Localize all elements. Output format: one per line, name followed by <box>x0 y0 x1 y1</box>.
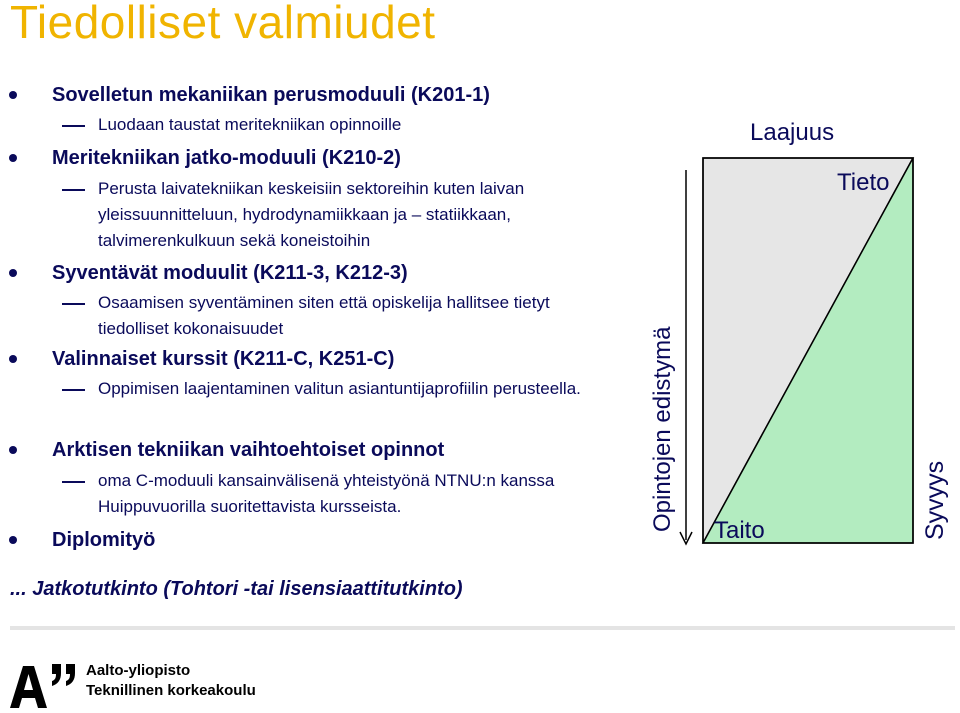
laajuus-label: Laajuus <box>750 119 835 146</box>
sub-bullet-text: Perusta laivatekniikan keskeisiin sektoreihin kuten laivan yleissuunnitteluun, hydrodynamiikkaan ja – statiikkaan, talvimerenkulkuun sekä koneistoihin <box>98 179 525 250</box>
taito-label: Taito <box>714 517 765 544</box>
sub-bullet-dash <box>62 303 85 305</box>
sub-bullet-text: oma C-moduuli kansainvälisenä yhteistyönä NTNU:n kanssa Huippuvuorilla suoritettavista kursseista. <box>98 471 555 516</box>
aalto-logo-mark <box>8 660 84 710</box>
bullet-heading: Valinnaiset kurssit (K211-C, K251-C) <box>52 348 395 370</box>
knowledge-triangle-diagram <box>630 100 960 560</box>
bullet-dot <box>9 355 17 363</box>
footer-note: ... Jatkotutkinto (Tohtori -tai lisensiaattitutkinto) <box>10 578 463 600</box>
sub-bullet-text: Osaamisen syventäminen siten että opiskelija hallitsee tietyt tiedolliset kokonaisuudet <box>98 293 550 338</box>
syvyys-label: Syvyys <box>921 460 949 540</box>
bullet-dot <box>9 269 17 277</box>
bullet-heading: Diplomityö <box>52 529 156 551</box>
logo-line-school: Teknillinen korkeakoulu <box>86 682 256 699</box>
progress-axis-label: Opintojen edistymä <box>649 326 676 532</box>
logo-line-university: Aalto-yliopisto <box>86 662 191 679</box>
bullet-heading: Syventävät moduulit (K211-3, K212-3) <box>52 262 408 284</box>
sub-bullet-text: Oppimisen laajentaminen valitun asiantuntijaprofiilin perusteella. <box>98 379 581 398</box>
sub-bullet-dash <box>62 189 85 191</box>
bullet-dot <box>9 446 17 454</box>
bullet-heading: Meritekniikan jatko-moduuli (K210-2) <box>52 147 401 169</box>
bullet-dot <box>9 536 17 544</box>
bullet-dot <box>9 91 17 99</box>
sub-bullet-text: Luodaan taustat meritekniikan opinnoille <box>98 115 402 134</box>
sub-bullet-dash <box>62 125 85 127</box>
aalto-logo <box>8 660 308 710</box>
page-title: Tiedolliset valmiudet <box>10 0 436 48</box>
tieto-label: Tieto <box>837 169 890 196</box>
bullet-heading: Arktisen tekniikan vaihtoehtoiset opinnot <box>52 439 445 461</box>
bullet-heading: Sovelletun mekaniikan perusmoduuli (K201-1) <box>52 84 490 106</box>
bullet-dot <box>9 154 17 162</box>
footer-divider <box>10 626 955 630</box>
sub-bullet-dash <box>62 481 85 483</box>
sub-bullet-dash <box>62 389 85 391</box>
